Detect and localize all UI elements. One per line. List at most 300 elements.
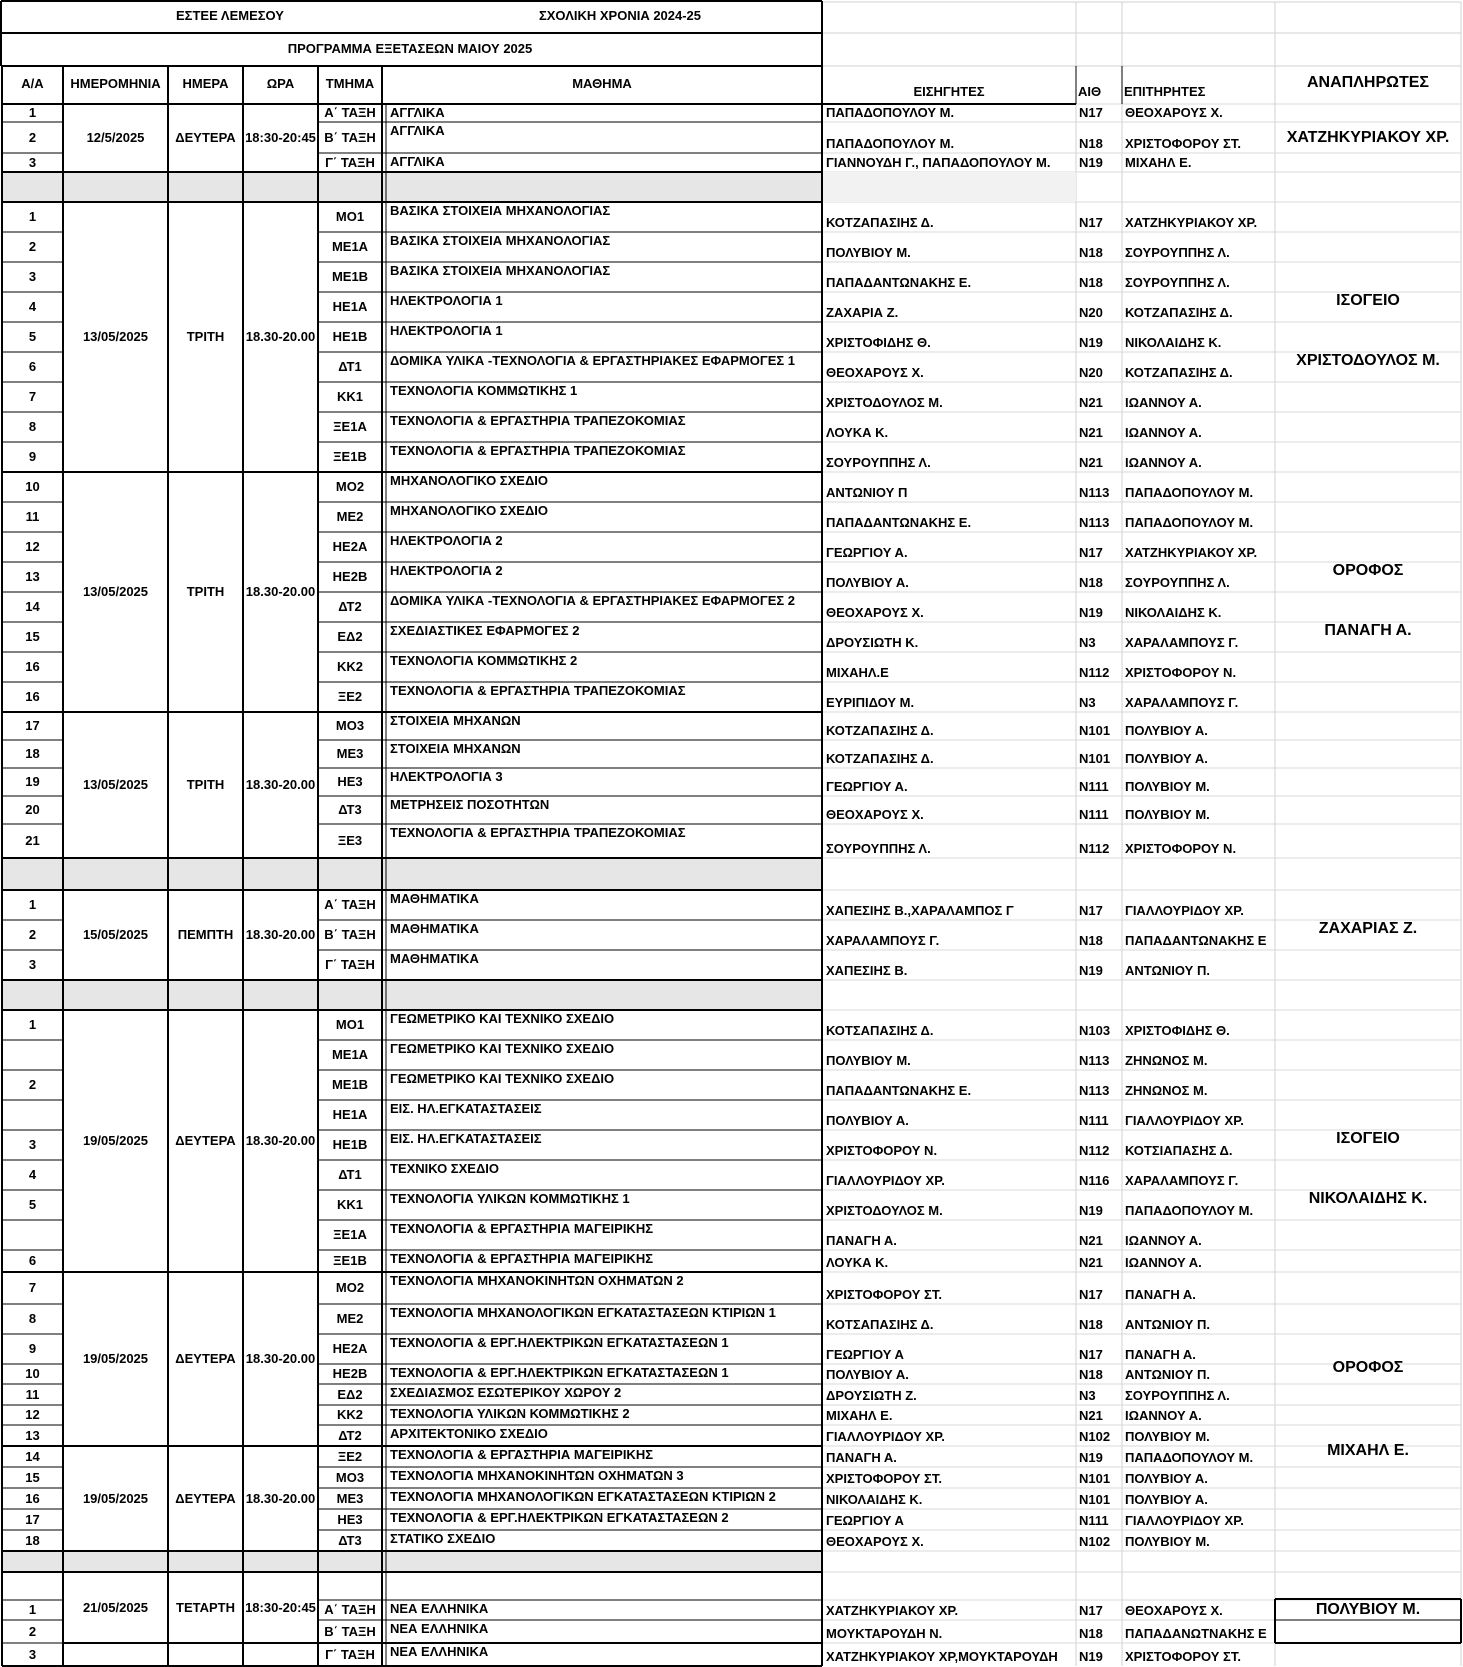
row-number: 4	[28, 299, 37, 314]
row-subject: ΣΧΕΔΙΑΣΤΙΚΕΣ ΕΦΑΡΜΟΓΕΣ 2	[390, 623, 580, 638]
row-number: 13	[25, 569, 40, 584]
row-teacher: ΠΑΠΑΔΟΠΟΥΛΟΥ Μ.	[826, 136, 955, 151]
row-supervisor: ΠΑΠΑΔΑΝΩΤΝΑΚΗΣ Ε	[1125, 1626, 1267, 1641]
row-number: 19	[25, 774, 40, 789]
exam-date: 12/5/2025	[86, 130, 145, 145]
row-number: 9	[28, 1341, 37, 1356]
row-section: ΗΕ2Β	[332, 569, 368, 584]
row-section: ΜΕ1Α	[331, 1047, 369, 1062]
row-number: 7	[28, 389, 37, 404]
row-subject: ΤΕΧΝΟΛΟΓΙΑ ΜΗΧΑΝΟΛΟΓΙΚΩΝ ΕΓΚΑΤΑΣΤΑΣΕΩΝ ΚΤΙΡΙΩΝ 1	[390, 1305, 776, 1320]
row-section: ΔΤ2	[338, 599, 362, 614]
row-teacher: ΑΝΤΩΝΙΟΥ Π	[826, 485, 908, 500]
row-subject: ΜΑΘΗΜΑΤΙΚΑ	[390, 891, 479, 906]
separator-fill	[2, 980, 822, 1010]
row-teacher: ΘΕΟΧΑΡΟΥΣ Χ.	[826, 807, 924, 822]
row-room: Ν21	[1079, 1255, 1103, 1270]
row-section: ΜΕ3	[336, 1491, 364, 1506]
row-room: Ν111	[1079, 807, 1109, 822]
row-section: ΞΕ1Α	[333, 1227, 367, 1242]
row-number: 5	[28, 329, 37, 344]
row-room: Ν17	[1079, 903, 1103, 918]
row-teacher: ΜΙΧΑΗΛ.Ε	[826, 665, 889, 680]
row-section: ΜΕ1Β	[331, 1077, 369, 1092]
row-room: Ν17	[1079, 1603, 1103, 1618]
row-section: ΞΕ3	[337, 833, 363, 848]
row-subject: ΝΕΑ ΕΛΛΗΝΙΚΑ	[390, 1621, 489, 1636]
row-number: 4	[28, 1167, 37, 1182]
row-room: Ν18	[1079, 1317, 1103, 1332]
separator-fill	[2, 172, 822, 202]
row-subject: ΣΤΟΙΧΕΙΑ ΜΗΧΑΝΩΝ	[390, 713, 521, 728]
row-subject: ΤΕΧΝΟΛΟΓΙΑ & ΕΡΓΑΣΤΗΡΙΑ ΜΑΓΕΙΡΙΚΗΣ	[390, 1251, 654, 1266]
row-teacher: ΣΟΥΡΟΥΠΠΗΣ Λ.	[826, 455, 931, 470]
row-supervisor: ΠΟΛΥΒΙΟΥ Μ.	[1125, 1429, 1210, 1444]
row-teacher: ΧΑΡΑΛΑΜΠΟΥΣ Γ.	[826, 933, 940, 948]
row-number: 17	[25, 718, 40, 733]
row-subject: ΤΕΧΝΟΛΟΓΙΑ & ΕΡΓΑΣΤΗΡΙΑ ΜΑΓΕΙΡΙΚΗΣ	[390, 1221, 654, 1236]
row-section: ΞΕ2	[337, 689, 363, 704]
row-supervisor: ΧΑΡΑΛΑΜΠΟΥΣ Γ.	[1125, 1173, 1239, 1188]
row-room: Ν21	[1079, 455, 1103, 470]
row-supervisor: ΖΗΝΩΝΟΣ Μ.	[1125, 1083, 1208, 1098]
row-number: 18	[25, 746, 40, 761]
exam-date: 21/05/2025	[82, 1600, 149, 1615]
row-subject: ΤΕΧΝΟΛΟΓΙΑ ΜΗΧΑΝΟΚΙΝΗΤΩΝ ΟΧΗΜΑΤΩΝ 2	[390, 1273, 684, 1288]
exam-time: 18.30-20.00	[245, 584, 316, 599]
row-supervisor: ΧΡΙΣΤΟΦΟΡΟΥ Ν.	[1125, 841, 1237, 856]
row-supervisor: ΖΗΝΩΝΟΣ Μ.	[1125, 1053, 1208, 1068]
row-section: ΔΤ1	[338, 359, 362, 374]
row-teacher: ΛΟΥΚΑ Κ.	[826, 1255, 889, 1270]
row-section: ΚΚ2	[336, 659, 363, 674]
exam-day: ΔΕΥΤΕΡΑ	[175, 1491, 236, 1506]
row-supervisor: ΓΙΑΛΛΟΥΡΙΔΟΥ ΧΡ.	[1125, 903, 1244, 918]
row-supervisor: ΠΑΝΑΓΗ Α.	[1125, 1287, 1196, 1302]
row-number: 12	[25, 1407, 40, 1422]
row-section: ΜΕ3	[336, 746, 364, 761]
row-subject: ΣΧΕΔΙΑΣΜΟΣ ΕΣΩΤΕΡΙΚΟΥ ΧΩΡΟΥ 2	[390, 1385, 622, 1400]
row-subject: ΝΕΑ ΕΛΛΗΝΙΚΑ	[390, 1601, 489, 1616]
row-number: 6	[28, 359, 37, 374]
row-room: Ν18	[1079, 275, 1103, 290]
row-subject: ΤΕΧΝΟΛΟΓΙΑ & ΕΡΓ.ΗΛΕΚΤΡΙΚΩΝ ΕΓΚΑΤΑΣΤΑΣΕΩΝ 1	[390, 1335, 729, 1350]
exam-date: 13/05/2025	[82, 584, 149, 599]
row-section: ΜΟ3	[335, 718, 365, 733]
row-subject: ΒΑΣΙΚΑ ΣΤΟΙΧΕΙΑ ΜΗΧΑΝΟΛΟΓΙΑΣ	[390, 263, 611, 278]
row-subject: ΤΕΧΝΟΛΟΓΙΑ & ΕΡΓ.ΗΛΕΚΤΡΙΚΩΝ ΕΓΚΑΤΑΣΤΑΣΕΩΝ 1	[390, 1365, 729, 1380]
row-supervisor: ΠΑΠΑΔΟΠΟΥΛΟΥ Μ.	[1125, 515, 1254, 530]
row-room: Ν18	[1079, 575, 1103, 590]
col-substitutes: ΑΝΑΠΛΗΡΩΤΕΣ	[1307, 74, 1429, 91]
row-number: 2	[28, 1077, 37, 1092]
row-subject: ΓΕΩΜΕΤΡΙΚΟ ΚΑΙ ΤΕΧΝΙΚΟ ΣΧΕΔΙΟ	[390, 1011, 615, 1026]
row-supervisor: ΓΙΑΛΛΟΥΡΙΔΟΥ ΧΡ.	[1125, 1113, 1244, 1128]
row-teacher: ΠΟΛΥΒΙΟΥ Α.	[826, 1113, 909, 1128]
exam-day: ΠΕΜΠΤΗ	[177, 927, 234, 942]
row-supervisor: ΠΑΠΑΔΑΝΤΩΝΑΚΗΣ Ε	[1125, 933, 1267, 948]
row-teacher: ΓΙΑΝΝΟΥΔΗ Γ., ΠΑΠΑΔΟΠΟΥΛΟΥ Μ.	[826, 155, 1051, 170]
row-number: 13	[25, 1428, 40, 1443]
row-section: ΜΟ1	[335, 209, 365, 224]
row-subject: ΑΓΓΛΙΚΑ	[390, 154, 445, 169]
exam-date: 13/05/2025	[82, 777, 149, 792]
substitute-entry: ΠΑΝΑΓΗ Α.	[1324, 622, 1412, 639]
row-room: Ν17	[1079, 215, 1103, 230]
row-teacher: ΠΑΝΑΓΗ Α.	[826, 1233, 897, 1248]
exam-date: 19/05/2025	[82, 1133, 149, 1148]
row-room: Ν101	[1079, 723, 1111, 738]
row-number: 17	[25, 1512, 40, 1527]
row-teacher: ΧΡΙΣΤΟΦΙΔΗΣ Θ.	[826, 335, 931, 350]
row-room: Ν111	[1079, 1513, 1109, 1528]
row-subject: ΕΙΣ. ΗΛ.ΕΓΚΑΤΑΣΤΑΣΕΙΣ	[390, 1101, 542, 1116]
separator-fill	[2, 1551, 822, 1572]
row-teacher: ΧΑΤΖΗΚΥΡΙΑΚΟΥ ΧΡ,ΜΟΥΚΤΑΡΟΥΔΗ	[826, 1649, 1058, 1664]
row-teacher: ΧΡΙΣΤΟΔΟΥΛΟΣ Μ.	[826, 1203, 943, 1218]
substitute-entry: ΠΟΛΥΒΙΟΥ Μ.	[1315, 1601, 1421, 1618]
row-teacher: ΚΟΤΖΑΠΑΣΙΗΣ Δ.	[826, 723, 934, 738]
row-supervisor: ΠΟΛΥΒΙΟΥ Μ.	[1125, 779, 1210, 794]
col-subject: ΜΑΘΗΜΑ	[572, 76, 632, 91]
row-section: ΜΟ3	[335, 1470, 365, 1485]
row-room: Ν113	[1079, 485, 1110, 500]
row-room: Ν21	[1079, 1233, 1103, 1248]
row-number: 15	[25, 1470, 40, 1485]
row-section: ΜΟ1	[335, 1017, 365, 1032]
row-section: ΗΕ2Α	[332, 539, 368, 554]
row-number: 3	[28, 1137, 37, 1152]
row-number: 2	[28, 130, 37, 145]
row-number: 6	[28, 1253, 37, 1268]
row-room: Ν101	[1079, 1471, 1111, 1486]
row-room: Ν3	[1079, 695, 1096, 710]
row-subject: ΤΕΧΝΟΛΟΓΙΑ ΥΛΙΚΩΝ ΚΟΜΜΩΤΙΚΗΣ 2	[390, 1406, 630, 1421]
row-section: ΞΕ1Β	[333, 1253, 367, 1268]
row-subject: ΜΑΘΗΜΑΤΙΚΑ	[390, 921, 479, 936]
exam-time: 18.30-20.00	[245, 1351, 316, 1366]
row-subject: ΤΕΧΝΟΛΟΓΙΑ & ΕΡΓΑΣΤΗΡΙΑ ΤΡΑΠΕΖΟΚΟΜΙΑΣ	[390, 683, 686, 698]
row-supervisor: ΑΝΤΩΝΙΟΥ Π.	[1125, 963, 1210, 978]
row-subject: ΗΛΕΚΤΡΟΛΟΓΙΑ 3	[390, 769, 503, 784]
row-teacher: ΜΙΧΑΗΛ Ε.	[826, 1408, 893, 1423]
row-section: ΜΕ1Β	[331, 269, 369, 284]
separator-fill	[822, 172, 1076, 202]
row-room: Ν21	[1079, 1408, 1103, 1423]
row-subject: ΤΕΧΝΟΛΟΓΙΑ & ΕΡΓΑΣΤΗΡΙΑ ΤΡΑΠΕΖΟΚΟΜΙΑΣ	[390, 443, 686, 458]
row-number: 8	[28, 419, 37, 434]
substitute-entry: ΧΡΙΣΤΟΔΟΥΛΟΣ Μ.	[1296, 352, 1440, 369]
substitute-entry: ΖΑΧΑΡΙΑΣ Ζ.	[1318, 920, 1418, 937]
row-section: ΗΕ3	[337, 774, 363, 789]
row-room: Ν17	[1079, 545, 1103, 560]
row-room: Ν19	[1079, 1450, 1103, 1465]
exam-date: 15/05/2025	[82, 927, 149, 942]
col-room: ΑΙΘ	[1078, 84, 1102, 99]
row-supervisor: ΙΩΑΝΝΟΥ Α.	[1125, 1255, 1202, 1270]
row-subject: ΤΕΧΝΟΛΟΓΙΑ ΜΗΧΑΝΟΚΙΝΗΤΩΝ ΟΧΗΜΑΤΩΝ 3	[390, 1468, 684, 1483]
substitute-entry: ΙΣΟΓΕΙΟ	[1336, 292, 1400, 309]
col-supervisors: ΕΠΙΤΗΡΗΤΕΣ	[1124, 84, 1206, 99]
row-number: 16	[25, 659, 40, 674]
row-section: ΚΚ2	[336, 1407, 363, 1422]
exam-time: 18.30-20.00	[245, 1491, 316, 1506]
row-room: Ν19	[1079, 335, 1103, 350]
row-supervisor: ΝΙΚΟΛΑΙΔΗΣ Κ.	[1125, 605, 1222, 620]
row-room: Ν103	[1079, 1023, 1111, 1038]
row-supervisor: ΣΟΥΡΟΥΠΠΗΣ Λ.	[1125, 245, 1230, 260]
row-room: Ν18	[1079, 245, 1103, 260]
row-subject: ΜΑΘΗΜΑΤΙΚΑ	[390, 951, 479, 966]
row-room: Ν19	[1079, 155, 1103, 170]
row-room: Ν19	[1079, 1649, 1103, 1664]
row-teacher: ΧΡΙΣΤΟΦΟΡΟΥ ΣΤ.	[826, 1287, 942, 1302]
row-room: Ν116	[1079, 1173, 1110, 1188]
row-section: ΜΕ2	[336, 1311, 364, 1326]
row-subject: ΤΕΧΝΟΛΟΓΙΑ ΥΛΙΚΩΝ ΚΟΜΜΩΤΙΚΗΣ 1	[390, 1191, 630, 1206]
row-subject: ΜΕΤΡΗΣΕΙΣ ΠΟΣΟΤΗΤΩΝ	[390, 797, 550, 812]
row-teacher: ΜΟΥΚΤΑΡΟΥΔΗ Ν.	[826, 1626, 943, 1641]
row-supervisor: ΠΑΠΑΔΟΠΟΥΛΟΥ Μ.	[1125, 485, 1254, 500]
row-supervisor: ΧΡΙΣΤΟΦΟΡΟΥ ΣΤ.	[1125, 1649, 1241, 1664]
row-supervisor: ΑΝΤΩΝΙΟΥ Π.	[1125, 1317, 1210, 1332]
row-room: Ν101	[1079, 1492, 1111, 1507]
substitute-entry: ΙΣΟΓΕΙΟ	[1336, 1130, 1400, 1147]
row-number: 1	[28, 897, 37, 912]
row-teacher: ΚΟΤΖΑΠΑΣΙΗΣ Δ.	[826, 751, 934, 766]
row-subject: ΤΕΧΝΟΛΟΓΙΑ ΚΟΜΜΩΤΙΚΗΣ 1	[390, 383, 578, 398]
schedule-title: ΠΡΟΓΡΑΜΜΑ ΕΞΕΤΑΣΕΩΝ ΜΑΙΟΥ 2025	[287, 41, 533, 56]
row-section: ΔΤ1	[338, 1167, 362, 1182]
row-room: Ν112	[1079, 841, 1110, 856]
row-number: 1	[28, 105, 37, 120]
row-number: 21	[25, 833, 40, 848]
row-supervisor: ΝΙΚΟΛΑΙΔΗΣ Κ.	[1125, 335, 1222, 350]
row-teacher: ΓΙΑΛΛΟΥΡΙΔΟΥ ΧΡ.	[826, 1429, 945, 1444]
col-time: ΩΡΑ	[266, 76, 295, 91]
row-number: 3	[28, 957, 37, 972]
row-teacher: ΧΡΙΣΤΟΔΟΥΛΟΣ Μ.	[826, 395, 943, 410]
row-section: Γ΄ ΤΑΞΗ	[325, 1647, 375, 1662]
row-subject: ΜΗΧΑΝΟΛΟΓΙΚΟ ΣΧΕΔΙΟ	[390, 503, 549, 518]
row-subject: ΤΕΧΝΟΛΟΓΙΑ & ΕΡΓΑΣΤΗΡΙΑ ΤΡΑΠΕΖΟΚΟΜΙΑΣ	[390, 413, 686, 428]
row-room: Ν21	[1079, 395, 1103, 410]
row-supervisor: ΜΙΧΑΗΛ Ε.	[1125, 155, 1192, 170]
row-section: ΞΕ1Α	[333, 419, 367, 434]
row-number: 8	[28, 1311, 37, 1326]
row-number: 18	[25, 1533, 40, 1548]
row-number: 9	[28, 449, 37, 464]
row-supervisor: ΠΑΠΑΔΟΠΟΥΛΟΥ Μ.	[1125, 1203, 1254, 1218]
row-teacher: ΚΟΤΣΑΠΑΣΙΗΣ Δ.	[826, 1317, 934, 1332]
row-section: ΗΕ1Β	[332, 1137, 368, 1152]
row-room: Ν3	[1079, 1388, 1096, 1403]
row-teacher: ΕΥΡΙΠΙΔΟΥ Μ.	[826, 695, 915, 710]
row-section: ΚΚ1	[336, 1197, 363, 1212]
row-supervisor: ΚΟΤΣΙΑΠΑΣΗΣ Δ.	[1125, 1143, 1233, 1158]
row-number: 16	[25, 1491, 40, 1506]
row-section: Γ΄ ΤΑΞΗ	[325, 155, 375, 170]
row-number: 2	[28, 927, 37, 942]
row-section: ΕΔ2	[337, 1387, 363, 1402]
row-number: 3	[28, 155, 37, 170]
exam-day: ΤΡΙΤΗ	[186, 584, 225, 599]
row-section: ΗΕ2Β	[332, 1366, 368, 1381]
row-supervisor: ΠΑΝΑΓΗ Α.	[1125, 1347, 1196, 1362]
substitute-entry: ΟΡΟΦΟΣ	[1332, 562, 1404, 579]
row-supervisor: ΠΑΠΑΔΟΠΟΥΛΟΥ Μ.	[1125, 1450, 1254, 1465]
row-subject: ΒΑΣΙΚΑ ΣΤΟΙΧΕΙΑ ΜΗΧΑΝΟΛΟΓΙΑΣ	[390, 233, 611, 248]
row-subject: ΗΛΕΚΤΡΟΛΟΓΙΑ 2	[390, 563, 503, 578]
row-number: 11	[25, 509, 40, 524]
row-teacher: ΔΡΟΥΣΙΩΤΗ Ζ.	[826, 1388, 917, 1403]
col-day: ΗΜΕΡΑ	[182, 76, 229, 91]
row-supervisor: ΧΡΙΣΤΟΦΟΡΟΥ Ν.	[1125, 665, 1237, 680]
row-teacher: ΧΑΠΕΣΙΗΣ Β.,ΧΑΡΑΛΑΜΠΟΣ Γ	[826, 903, 1014, 918]
exam-time: 18.30-20.00	[245, 1133, 316, 1148]
row-teacher: ΓΙΑΛΛΟΥΡΙΔΟΥ ΧΡ.	[826, 1173, 945, 1188]
row-teacher: ΧΡΙΣΤΟΦΟΡΟΥ ΣΤ.	[826, 1471, 942, 1486]
row-number: 7	[28, 1280, 37, 1295]
row-subject: ΤΕΧΝΟΛΟΓΙΑ ΜΗΧΑΝΟΛΟΓΙΚΩΝ ΕΓΚΑΤΑΣΤΑΣΕΩΝ ΚΤΙΡΙΩΝ 2	[390, 1489, 776, 1504]
exam-day: ΔΕΥΤΕΡΑ	[175, 130, 236, 145]
row-number: 2	[28, 1624, 37, 1639]
row-room: Ν19	[1079, 605, 1103, 620]
row-teacher: ΝΙΚΟΛΑΙΔΗΣ Κ.	[826, 1492, 923, 1507]
row-section: ΗΕ3	[337, 1512, 363, 1527]
row-number: 15	[25, 629, 40, 644]
row-teacher: ΠΟΛΥΒΙΟΥ Μ.	[826, 245, 911, 260]
row-section: ΜΕ1Α	[331, 239, 369, 254]
row-number: 3	[28, 269, 37, 284]
row-room: Ν111	[1079, 1113, 1109, 1128]
exam-time: 18:30-20:45	[245, 130, 316, 145]
row-room: Ν113	[1079, 1083, 1110, 1098]
row-number: 1	[28, 1017, 37, 1032]
row-teacher: ΓΕΩΡΓΙΟΥ Α	[826, 1347, 904, 1362]
row-room: Ν20	[1079, 365, 1103, 380]
row-supervisor: ΙΩΑΝΝΟΥ Α.	[1125, 1233, 1202, 1248]
row-supervisor: ΧΑΡΑΛΑΜΠΟΥΣ Γ.	[1125, 695, 1239, 710]
row-number: 3	[28, 1647, 37, 1662]
row-number: 2	[28, 239, 37, 254]
row-room: Ν18	[1079, 1626, 1103, 1641]
row-subject: ΤΕΧΝΟΛΟΓΙΑ ΚΟΜΜΩΤΙΚΗΣ 2	[390, 653, 578, 668]
row-subject: ΗΛΕΚΤΡΟΛΟΓΙΑ 1	[390, 323, 503, 338]
row-subject: ΔΟΜΙΚΑ ΥΛΙΚΑ -ΤΕΧΝΟΛΟΓΙΑ & ΕΡΓΑΣΤΗΡΙΑΚΕΣ ΕΦΑΡΜΟΓΕΣ 2	[390, 593, 796, 608]
col-aa: Α/Α	[21, 76, 44, 91]
row-room: Ν3	[1079, 635, 1096, 650]
row-number: 14	[25, 599, 40, 614]
row-subject: ΓΕΩΜΕΤΡΙΚΟ ΚΑΙ ΤΕΧΝΙΚΟ ΣΧΕΔΙΟ	[390, 1041, 615, 1056]
row-supervisor: ΘΕΟΧΑΡΟΥΣ Χ.	[1125, 1603, 1223, 1618]
row-teacher: ΓΕΩΡΓΙΟΥ Α.	[826, 779, 908, 794]
row-teacher: ΓΕΩΡΓΙΟΥ Α	[826, 1513, 904, 1528]
row-room: Ν113	[1079, 515, 1110, 530]
row-teacher: ΚΟΤΖΑΠΑΣΙΗΣ Δ.	[826, 215, 934, 230]
row-room: Ν101	[1079, 751, 1111, 766]
row-supervisor: ΠΟΛΥΒΙΟΥ Μ.	[1125, 807, 1210, 822]
row-number: 10	[25, 1366, 40, 1381]
row-section: ΕΔ2	[337, 629, 363, 644]
row-section: Β΄ ΤΑΞΗ	[324, 927, 376, 942]
row-room: Ν20	[1079, 305, 1103, 320]
row-section: ΚΚ1	[336, 389, 363, 404]
row-section: Α΄ ΤΑΞΗ	[324, 1602, 376, 1617]
col-teachers: ΕΙΣΗΓΗΤΕΣ	[913, 84, 985, 99]
row-subject: ΑΡΧΙΤΕΚΤΟΝΙΚΟ ΣΧΕΔΙΟ	[390, 1426, 548, 1441]
row-number: 1	[28, 1602, 37, 1617]
row-supervisor: ΘΕΟΧΑΡΟΥΣ Χ.	[1125, 105, 1223, 120]
row-room: Ν19	[1079, 1203, 1103, 1218]
row-subject: ΔΟΜΙΚΑ ΥΛΙΚΑ -ΤΕΧΝΟΛΟΓΙΑ & ΕΡΓΑΣΤΗΡΙΑΚΕΣ ΕΦΑΡΜΟΓΕΣ 1	[390, 353, 796, 368]
row-teacher: ΘΕΟΧΑΡΟΥΣ Χ.	[826, 605, 924, 620]
row-supervisor: ΙΩΑΝΝΟΥ Α.	[1125, 395, 1202, 410]
row-supervisor: ΑΝΤΩΝΙΟΥ Π.	[1125, 1367, 1210, 1382]
row-supervisor: ΠΟΛΥΒΙΟΥ Μ.	[1125, 1534, 1210, 1549]
row-number: 10	[25, 479, 40, 494]
row-teacher: ΘΕΟΧΑΡΟΥΣ Χ.	[826, 365, 924, 380]
substitute-entry: ΝΙΚΟΛΑΙΔΗΣ Κ.	[1308, 1190, 1428, 1207]
row-room: Ν112	[1079, 665, 1110, 680]
row-subject: ΑΓΓΛΙΚΑ	[390, 105, 445, 120]
row-subject: ΗΛΕΚΤΡΟΛΟΓΙΑ 1	[390, 293, 503, 308]
substitute-entry: ΟΡΟΦΟΣ	[1332, 1359, 1404, 1376]
row-room: Ν102	[1079, 1534, 1111, 1549]
row-number: 20	[25, 802, 40, 817]
row-teacher: ΠΟΛΥΒΙΟΥ Μ.	[826, 1053, 911, 1068]
row-subject: ΤΕΧΝΟΛΟΓΙΑ & ΕΡΓΑΣΤΗΡΙΑ ΜΑΓΕΙΡΙΚΗΣ	[390, 1447, 654, 1462]
row-room: Ν102	[1079, 1429, 1111, 1444]
row-room: Ν19	[1079, 963, 1103, 978]
row-room: Ν17	[1079, 1287, 1103, 1302]
row-section: ΜΕ2	[336, 509, 364, 524]
row-section: ΗΕ1Α	[332, 299, 368, 314]
row-teacher: ΣΟΥΡΟΥΠΠΗΣ Λ.	[826, 841, 931, 856]
row-section: ΔΤ3	[338, 1533, 362, 1548]
row-room: Ν112	[1079, 1143, 1110, 1158]
row-subject: ΣΤΟΙΧΕΙΑ ΜΗΧΑΝΩΝ	[390, 741, 521, 756]
row-supervisor: ΠΟΛΥΒΙΟΥ Α.	[1125, 723, 1208, 738]
exam-time: 18.30-20.00	[245, 777, 316, 792]
row-supervisor: ΣΟΥΡΟΥΠΠΗΣ Λ.	[1125, 575, 1230, 590]
row-supervisor: ΠΟΛΥΒΙΟΥ Α.	[1125, 1492, 1208, 1507]
row-number: 5	[28, 1197, 37, 1212]
row-teacher: ΓΕΩΡΓΙΟΥ Α.	[826, 545, 908, 560]
substitute-entry: ΧΑΤΖΗΚΥΡΙΑΚΟΥ ΧΡ.	[1286, 129, 1450, 146]
exam-date: 19/05/2025	[82, 1491, 149, 1506]
row-subject: ΤΕΧΝΟΛΟΓΙΑ & ΕΡΓ.ΗΛΕΚΤΡΙΚΩΝ ΕΓΚΑΤΑΣΤΑΣΕΩΝ 2	[390, 1510, 729, 1525]
row-room: Ν17	[1079, 1347, 1103, 1362]
row-supervisor: ΙΩΑΝΝΟΥ Α.	[1125, 455, 1202, 470]
row-supervisor: ΣΟΥΡΟΥΠΠΗΣ Λ.	[1125, 1388, 1230, 1403]
row-room: Ν111	[1079, 779, 1109, 794]
row-room: Ν17	[1079, 105, 1103, 120]
row-teacher: ΠΑΝΑΓΗ Α.	[826, 1450, 897, 1465]
row-teacher: ΖΑΧΑΡΙΑ Ζ.	[826, 305, 899, 320]
row-section: ΔΤ3	[338, 802, 362, 817]
exam-time: 18.30-20.00	[245, 927, 316, 942]
row-teacher: ΧΑΤΖΗΚΥΡΙΑΚΟΥ ΧΡ.	[826, 1603, 959, 1618]
row-teacher: ΛΟΥΚΑ Κ.	[826, 425, 889, 440]
exam-day: ΔΕΥΤΕΡΑ	[175, 1351, 236, 1366]
row-section: ΞΕ1Β	[333, 449, 367, 464]
row-subject: ΓΕΩΜΕΤΡΙΚΟ ΚΑΙ ΤΕΧΝΙΚΟ ΣΧΕΔΙΟ	[390, 1071, 615, 1086]
row-supervisor: ΓΙΑΛΛΟΥΡΙΔΟΥ ΧΡ.	[1125, 1513, 1244, 1528]
row-section: ΗΕ2Α	[332, 1341, 368, 1356]
row-teacher: ΠΑΠΑΔΑΝΤΩΝΑΚΗΣ Ε.	[826, 1083, 972, 1098]
row-room: Ν113	[1079, 1053, 1110, 1068]
